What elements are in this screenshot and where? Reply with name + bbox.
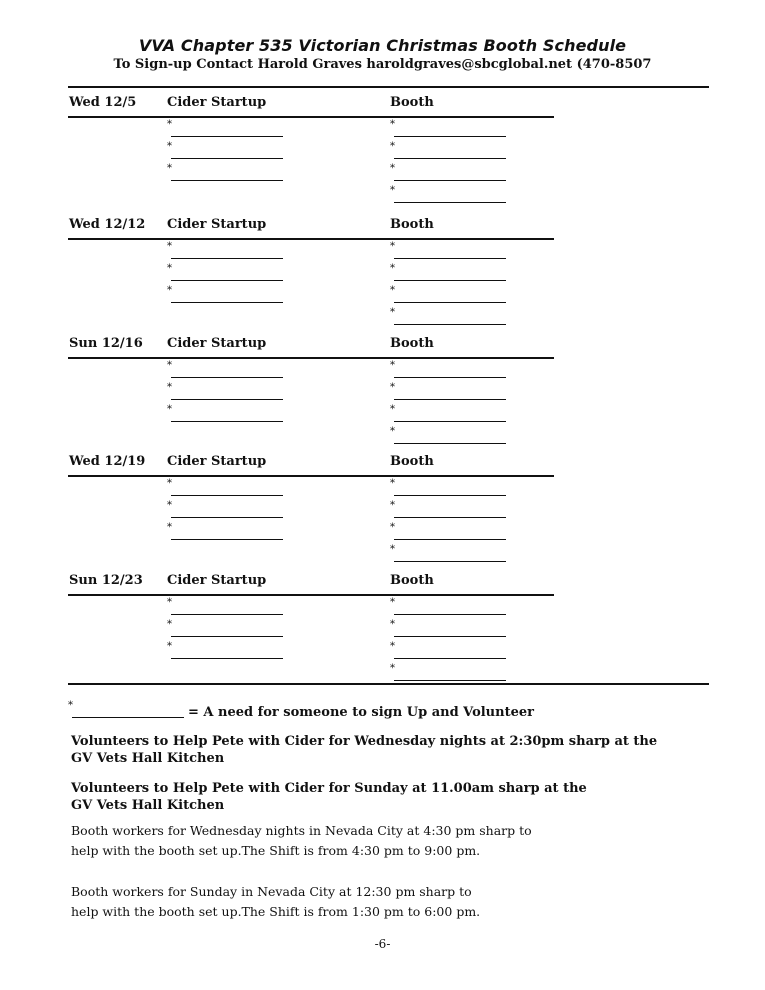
signup-marker: * — [390, 663, 395, 674]
booth-label: Booth — [390, 454, 434, 469]
page-number: -6- — [374, 937, 391, 951]
cider-signup-blank[interactable] — [167, 263, 283, 281]
booth-sunday-line2: help with the booth set up.The Shift is from 1:30 pm to 6:00 pm. — [71, 904, 481, 919]
cider-signup-blank[interactable] — [167, 619, 283, 637]
cider-signup-blank[interactable] — [167, 241, 283, 259]
signup-marker: * — [167, 641, 172, 652]
booth-signup-blank[interactable] — [390, 619, 506, 637]
signup-marker: * — [167, 619, 172, 630]
header-divider — [68, 86, 709, 88]
day-date: Wed 12/5 — [69, 95, 137, 110]
signup-marker: * — [390, 544, 395, 555]
signup-marker: * — [390, 307, 395, 318]
signup-marker: * — [390, 241, 395, 252]
booth-label: Booth — [390, 217, 434, 232]
signup-marker: * — [167, 478, 172, 489]
signup-marker: * — [390, 119, 395, 130]
cider-signup-blank[interactable] — [167, 285, 283, 303]
signup-marker: * — [390, 382, 395, 393]
booth-signup-blank[interactable] — [390, 478, 506, 496]
cider-signup-blank[interactable] — [167, 382, 283, 400]
booth-signup-blank[interactable] — [390, 663, 506, 681]
cider-sunday-note — [71, 780, 587, 814]
cider-signup-blank[interactable] — [167, 641, 283, 659]
signup-marker: * — [167, 163, 172, 174]
cider-signup-blank[interactable] — [167, 500, 283, 518]
booth-signup-blank[interactable] — [390, 522, 506, 540]
booth-signup-blank[interactable] — [390, 404, 506, 422]
booth-signup-blank[interactable] — [390, 641, 506, 659]
signup-marker: * — [167, 263, 172, 274]
booth-signup-blank[interactable] — [390, 500, 506, 518]
signup-marker: * — [390, 163, 395, 174]
signup-marker: * — [167, 522, 172, 533]
cider-signup-blank[interactable] — [167, 478, 283, 496]
cider-startup-label: Cider Startup — [167, 217, 267, 232]
cider-startup-label: Cider Startup — [167, 95, 267, 110]
cider-signup-blank[interactable] — [167, 119, 283, 137]
booth-signup-blank[interactable] — [390, 163, 506, 181]
booth-label: Booth — [390, 336, 434, 351]
day-date: Sun 12/23 — [69, 573, 143, 588]
cider-wednesday-note — [71, 733, 657, 767]
signup-marker: * — [390, 263, 395, 274]
booth-label: Booth — [390, 573, 434, 588]
day-header-underline — [68, 594, 554, 596]
day-date: Wed 12/12 — [69, 217, 146, 232]
signup-marker: * — [390, 619, 395, 630]
day-header-underline — [68, 475, 554, 477]
booth-label: Booth — [390, 95, 434, 110]
booth-signup-blank[interactable] — [390, 263, 506, 281]
cider-signup-blank[interactable] — [167, 522, 283, 540]
legend — [68, 700, 668, 722]
page-subtitle: To Sign-up Contact Harold Graves haroldgraves@sbcglobal.net (470-8507 — [113, 57, 652, 72]
booth-signup-blank[interactable] — [390, 285, 506, 303]
signup-marker: * — [167, 141, 172, 152]
day-header-underline — [68, 357, 554, 359]
cider-signup-blank[interactable] — [167, 597, 283, 615]
signup-marker: * — [167, 382, 172, 393]
booth-wednesday-line1: Booth workers for Wednesday nights in Nevada City at 4:30 pm sharp to — [71, 823, 532, 838]
schedule-bottom-divider — [68, 683, 709, 685]
signup-marker: * — [390, 404, 395, 415]
legend-marker: * — [68, 700, 73, 711]
booth-signup-blank[interactable] — [390, 119, 506, 137]
signup-marker: * — [167, 285, 172, 296]
day-date: Wed 12/19 — [69, 454, 146, 469]
legend-signup-blank — [68, 700, 184, 718]
signup-marker: * — [167, 241, 172, 252]
booth-wednesday-line2: help with the booth set up.The Shift is from 4:30 pm to 9:00 pm. — [71, 843, 481, 858]
booth-sunday-note — [71, 882, 480, 922]
booth-signup-blank[interactable] — [390, 382, 506, 400]
cider-sunday-line2: GV Vets Hall Kitchen — [71, 798, 225, 813]
signup-marker: * — [167, 597, 172, 608]
legend-text: = A need for someone to sign Up and Volunteer — [188, 705, 534, 720]
booth-signup-blank[interactable] — [390, 360, 506, 378]
signup-marker: * — [167, 404, 172, 415]
cider-signup-blank[interactable] — [167, 360, 283, 378]
signup-marker: * — [390, 360, 395, 371]
cider-wednesday-line2: GV Vets Hall Kitchen — [71, 751, 225, 766]
signup-marker: * — [390, 285, 395, 296]
signup-marker: * — [390, 500, 395, 511]
signup-marker: * — [390, 641, 395, 652]
cider-signup-blank[interactable] — [167, 404, 283, 422]
booth-signup-blank[interactable] — [390, 185, 506, 203]
signup-marker: * — [167, 119, 172, 130]
signup-marker: * — [167, 360, 172, 371]
booth-signup-blank[interactable] — [390, 241, 506, 259]
booth-wednesday-note — [71, 821, 532, 861]
signup-marker: * — [390, 597, 395, 608]
day-header-underline — [68, 116, 554, 118]
cider-wednesday-line1: Volunteers to Help Pete with Cider for Wednesday nights at 2:30pm sharp at the — [71, 734, 658, 749]
cider-startup-label: Cider Startup — [167, 336, 267, 351]
signup-marker: * — [390, 478, 395, 489]
signup-marker: * — [390, 426, 395, 437]
booth-sunday-line1: Booth workers for Sunday in Nevada City at 12:30 pm sharp to — [71, 884, 472, 899]
cider-startup-label: Cider Startup — [167, 454, 267, 469]
signup-marker: * — [390, 522, 395, 533]
signup-marker: * — [167, 500, 172, 511]
booth-signup-blank[interactable] — [390, 597, 506, 615]
cider-signup-blank[interactable] — [167, 163, 283, 181]
page-title: VVA Chapter 535 Victorian Christmas Booth Schedule — [138, 36, 627, 55]
signup-marker: * — [390, 141, 395, 152]
cider-sunday-line1: Volunteers to Help Pete with Cider for Sunday at 11.00am sharp at the — [71, 781, 587, 796]
signup-marker: * — [390, 185, 395, 196]
day-date: Sun 12/16 — [69, 336, 143, 351]
booth-signup-blank[interactable] — [390, 426, 506, 444]
day-header-underline — [68, 238, 554, 240]
booth-signup-blank[interactable] — [390, 307, 506, 325]
booth-signup-blank[interactable] — [390, 141, 506, 159]
cider-signup-blank[interactable] — [167, 141, 283, 159]
booth-signup-blank[interactable] — [390, 544, 506, 562]
cider-startup-label: Cider Startup — [167, 573, 267, 588]
